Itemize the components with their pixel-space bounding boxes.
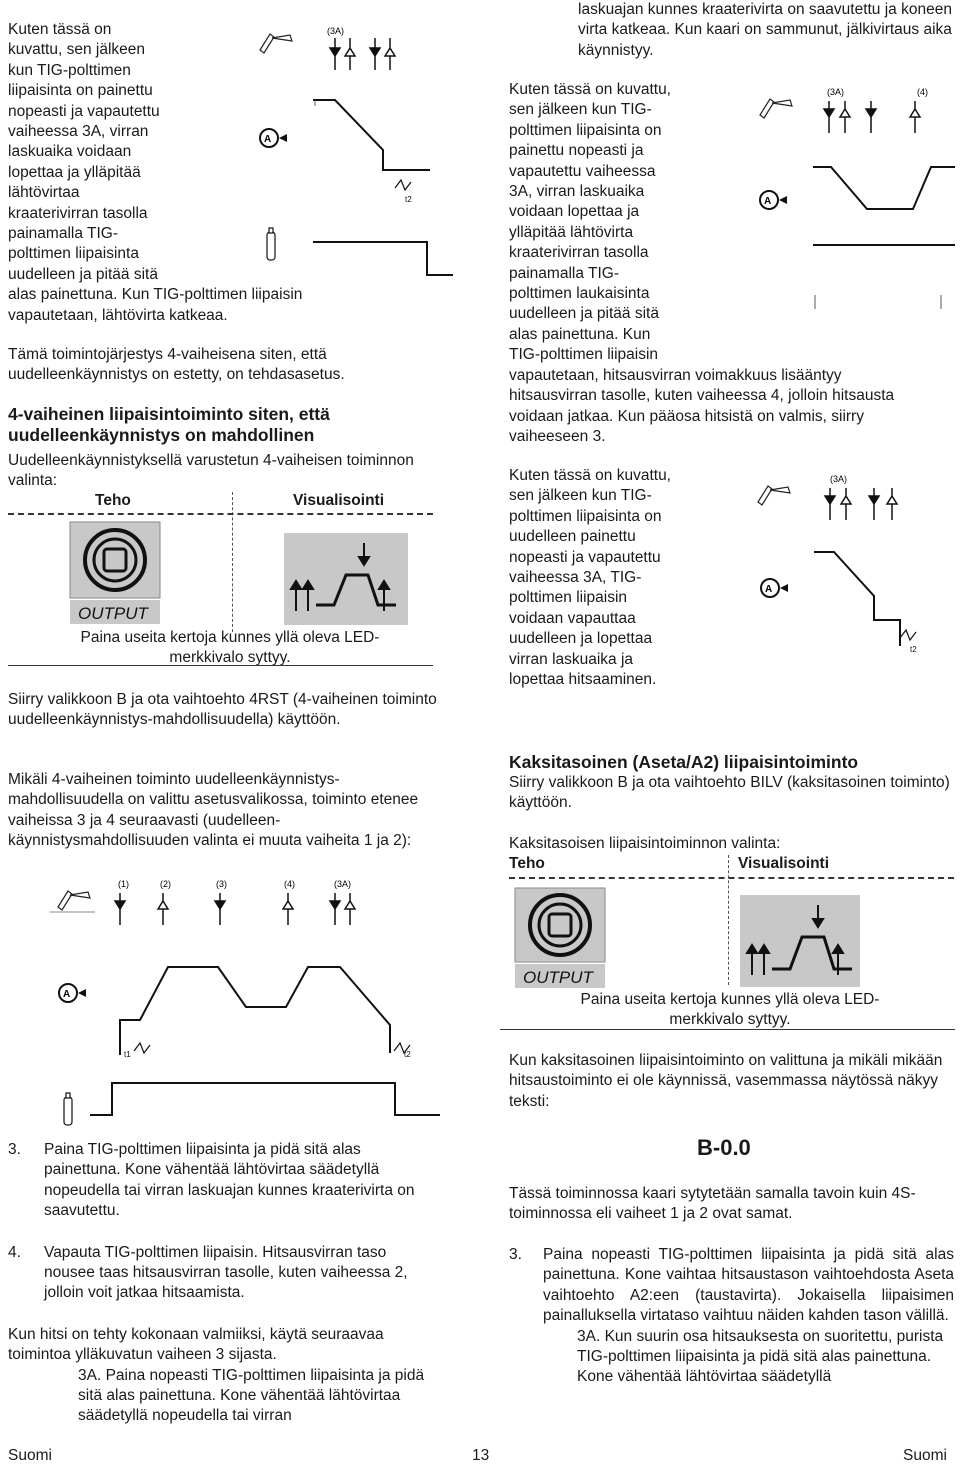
text-line: kraaterivirran tasolla [509, 244, 649, 262]
text-line: lähtövirtaa [8, 184, 80, 202]
left-list [8, 1140, 438, 1427]
left-p5: Mikäli 4-vaiheinen toiminto uudelleenkäynnistys-mahdollisuudella on valittu asetusvalikossa, toiminto etenee vaiheissa 3 ja 4 seuraavasti (uudelleen-käynnistysmahdollisuuden valinta ei muuta vaiheita 1 ja 2): [8, 771, 419, 850]
text-line: vaiheessa 3A, TIG- [509, 569, 642, 587]
text-line: voidaan lopettaa ja [509, 203, 640, 221]
text-line: painettu nopeasti ja [509, 142, 644, 160]
arc-icon-right [394, 1043, 411, 1059]
text-line: painamalla TIG- [8, 225, 118, 243]
trigger-arrows [115, 893, 355, 925]
text-line: hitsausvirran tasolle, kuten vaiheessa 4, jolloin hitsausta [509, 387, 895, 405]
gas-line [313, 242, 453, 275]
text-line: vaiheeseen 3. [509, 427, 606, 445]
gas-bottle-icon [64, 1093, 72, 1125]
left-heading: 4-vaiheinen liipaisintoiminto siten, että uudelleenkäynnistys on mahdollinen [8, 404, 330, 445]
right-p3 [509, 466, 739, 690]
current-curve [120, 967, 390, 1055]
text-line: laskuaika voidaan [8, 143, 132, 161]
gas-line [90, 1083, 440, 1115]
right-list [509, 1245, 954, 1388]
text-line: TIG-polttimen liipaisin [509, 346, 659, 364]
right-p7: Tässä toiminnossa kaari sytytetään samalla tavoin kuin 4S-toiminnossa eli vaiheet 1 ja 2 ovat samat. [509, 1185, 916, 1223]
text-line: Kuten tässä on kuvattu, [509, 81, 671, 98]
trigger-arrows [330, 38, 395, 70]
output-button[interactable] [68, 520, 164, 630]
footer-left: Suomi [8, 1447, 52, 1464]
left-item-4: 4. Vapauta TIG-polttimen liipaisin. Hitsausvirran taso nousee taas hitsausvirran tasolle, kuten vaiheessa 2, jolloin voit jatkaa hitsaamista. [8, 1243, 408, 1302]
diagram-4rst-sequence [50, 875, 450, 1135]
right-col-divider [728, 855, 729, 985]
arc-icon [900, 630, 917, 654]
left-col-visual: Visualisointi [293, 492, 385, 509]
text-line: vapautetaan, hitsausvirran voimakkuus lisääntyy [509, 366, 842, 384]
torch-icon [58, 891, 90, 910]
text-line: polttimen liipaisinta on [509, 121, 662, 139]
svg-text:(4): (4) [917, 87, 928, 97]
torch-icon [760, 99, 792, 118]
current-curve [813, 167, 955, 209]
current-curve [313, 100, 430, 170]
text-line: lopettaa ja ylläpitää [8, 163, 141, 181]
torch-icon [758, 486, 790, 505]
text-line: nopeasti ja vapautettu [8, 102, 160, 120]
right-item-3: 3. Paina nopeasti TIG-polttimen liipaisinta ja pidä sitä alas painettuna. Kone vaihtaa hitsaustason vaihtoehdosta Aseta vaihtoehto A2:een (taustavirta). Jokaisella liipaisimen painalluksella virtataso vaihtuu näiden kahden tason välillä. [509, 1246, 954, 1325]
left-item-3: 3. Paina TIG-polttimen liipaisinta ja pidä sitä alas painettuna. Kone vähentää lähtövirtaa säädetyllä nopeudella tai virran laskuajan kunnes kraaterivirta on saavutettu. [8, 1141, 415, 1220]
left-p6: Kun hitsi on tehty kokonaan valmiiksi, käytä seuraavaa toimintoa ylläkuvatun vaiheen 3 sijasta. [8, 1325, 384, 1364]
text-line: kraaterivirran tasolla [8, 204, 148, 222]
diagram-3a-crater-hold [255, 20, 455, 280]
right-press-rule [500, 1029, 955, 1030]
text-line: ylläpitää lähtövirta [509, 223, 634, 241]
text-line: alas painettuna. Kun TIG-polttimen liipaisin [8, 286, 303, 304]
bilevel-visual-icon [740, 895, 860, 987]
text-line: sen jälkeen kun TIG- [509, 487, 652, 505]
svg-text:t2: t2 [910, 645, 917, 654]
text-line: 3A, virran laskuaika [509, 183, 645, 201]
right-col-dashline [509, 877, 954, 879]
text-line: painamalla TIG- [509, 264, 619, 282]
text-line: liipaisinta on painettu [8, 82, 153, 100]
svg-text:A: A [765, 584, 773, 595]
text-line: kun TIG-polttimen [8, 61, 131, 79]
text-line: uudelleen ja lopettaa [509, 630, 653, 648]
right-col-visual: Visualisointi [738, 855, 830, 872]
arc-icon-left [124, 1043, 150, 1059]
right-item-3a: 3A. Kun suurin osa hitsauksesta on suoritettu, purista TIG-polttimen liipaisinta ja pidä sitä alas painettuna. Kone vähentää lähtövirtaa säädetyllä [577, 1327, 944, 1386]
text-line: vaiheessa 3A, virran [8, 123, 149, 141]
svg-text:(3A): (3A) [830, 474, 848, 484]
text-line: alas painettuna. Kun [509, 325, 651, 343]
text-line: voidaan vapauttaa [509, 609, 636, 627]
text-line: vapautetaan, lähtövirta katkeaa. [8, 306, 228, 324]
text-line: polttimen liipaisin [509, 589, 628, 607]
trigger-arrows [824, 101, 920, 133]
diagram-3a-stop [750, 470, 960, 720]
amp-icon [260, 129, 287, 147]
text-line: virran laskuaika ja [509, 650, 634, 668]
right-press-text: Paina useita kertoja kunnes yllä oleva LED-merkkivalo syttyy. [580, 991, 880, 1029]
left-press-text: Paina useita kertoja kunnes yllä oleva LED-merkkivalo syttyy. [80, 629, 380, 667]
output-button[interactable] [513, 886, 609, 990]
text-line: uudelleen painettu [509, 528, 636, 546]
gas-bottle-icon [267, 228, 275, 260]
right-heading: Kaksitasoinen (Aseta/A2) liipaisintoiminto [509, 752, 859, 772]
text-line: nopeasti ja vapautettu [509, 548, 661, 566]
text-line: polttimen liipaisinta [8, 245, 139, 263]
label-3a: (3A) [327, 26, 345, 36]
footer-right: Suomi [903, 1447, 947, 1464]
text-line: uudelleen ja pitää sitä [8, 265, 158, 283]
text-line: Kuten tässä on kuvattu, [509, 467, 671, 484]
text-line: lopettaa hitsaaminen. [509, 671, 657, 689]
amp-icon [761, 579, 788, 597]
text-line: uudelleen ja pitää sitä [509, 305, 659, 323]
amp-icon [760, 191, 787, 209]
trigger-arrows [825, 488, 897, 520]
right-p4: Siirry valikkoon B ja ota vaihtoehto BILV (kaksitasoinen toiminto) käyttöön. [509, 774, 950, 812]
torch-icon [260, 34, 292, 53]
text-line: kuvattu, sen jälkeen [8, 41, 146, 59]
left-press-rule [8, 665, 433, 666]
svg-text:A: A [764, 196, 772, 207]
text-line: sen jälkeen kun TIG- [509, 101, 652, 119]
left-p4: Siirry valikkoon B ja ota vaihtoehto 4RST (4-vaiheinen toiminto uudelleenkäynnistys-mahdollisuudella) käyttöön. [8, 691, 437, 729]
left-col-dashline [8, 513, 433, 515]
svg-text:t2: t2 [404, 1050, 411, 1059]
4step-visual-icon [284, 533, 408, 625]
svg-text:(2): (2) [160, 879, 171, 889]
text-line: polttimen liipaisinta on [509, 507, 662, 525]
output-label: OUTPUT [523, 968, 593, 987]
svg-text:t2: t2 [405, 195, 412, 204]
text-line: Kuten tässä on [8, 21, 112, 38]
left-col-power: Teho [95, 492, 131, 509]
svg-text:A: A [264, 134, 272, 145]
diagram-3a-4-resume [755, 85, 955, 315]
svg-text:(3A): (3A) [827, 87, 845, 97]
right-p5: Kaksitasoisen liipaisintoiminnon valinta: [509, 835, 781, 852]
svg-text:A: A [63, 989, 71, 1000]
right-p3-lines [509, 466, 739, 690]
svg-text:(1): (1) [118, 879, 129, 889]
text-line: voidaan jatkaa. Kun pääosa hitsistä on valmis, siirry [509, 407, 864, 425]
right-p6: Kun kaksitasoinen liipaisintoiminto on valittuna ja mikäli mikään hitsaustoiminto ei ole käynnissä, vasemmassa näytössä näkyy teksti: [509, 1052, 943, 1110]
right-p1: laskuajan kunnes kraaterivirta on saavutettu ja koneen virta katkeaa. Kun kaari on sammunut, jälkivirtaus aika käynnistyy. [578, 1, 952, 59]
amp-icon [59, 984, 86, 1002]
svg-text:(3): (3) [216, 879, 227, 889]
svg-text:(4): (4) [284, 879, 295, 889]
svg-text:(3A): (3A) [334, 879, 352, 889]
text-line: vapautettu vaiheessa [509, 162, 656, 180]
svg-text:t1: t1 [124, 1050, 131, 1059]
left-p3: Uudelleenkäynnistyksellä varustetun 4-vaiheisen toiminnon valinta: [8, 452, 414, 490]
output-label: OUTPUT [78, 604, 148, 623]
current-curve [814, 552, 900, 646]
right-display-text: B-0.0 [697, 1135, 751, 1160]
text-line: polttimen laukaisinta [509, 285, 650, 303]
left-item-3a: 3A. Paina nopeasti TIG-polttimen liipaisinta ja pidä sitä alas painettuna. Kone vähentää lähtövirtaa säädetyllä nopeudella tai virran [78, 1366, 425, 1425]
left-p2: Tämä toimintojärjestys 4-vaiheisena siten, että uudelleenkäynnistys on estetty, on tehdasasetus. [8, 346, 345, 384]
arc-icon [395, 180, 412, 204]
right-col-power: Teho [509, 855, 545, 872]
footer-page-number: 13 [472, 1447, 490, 1464]
